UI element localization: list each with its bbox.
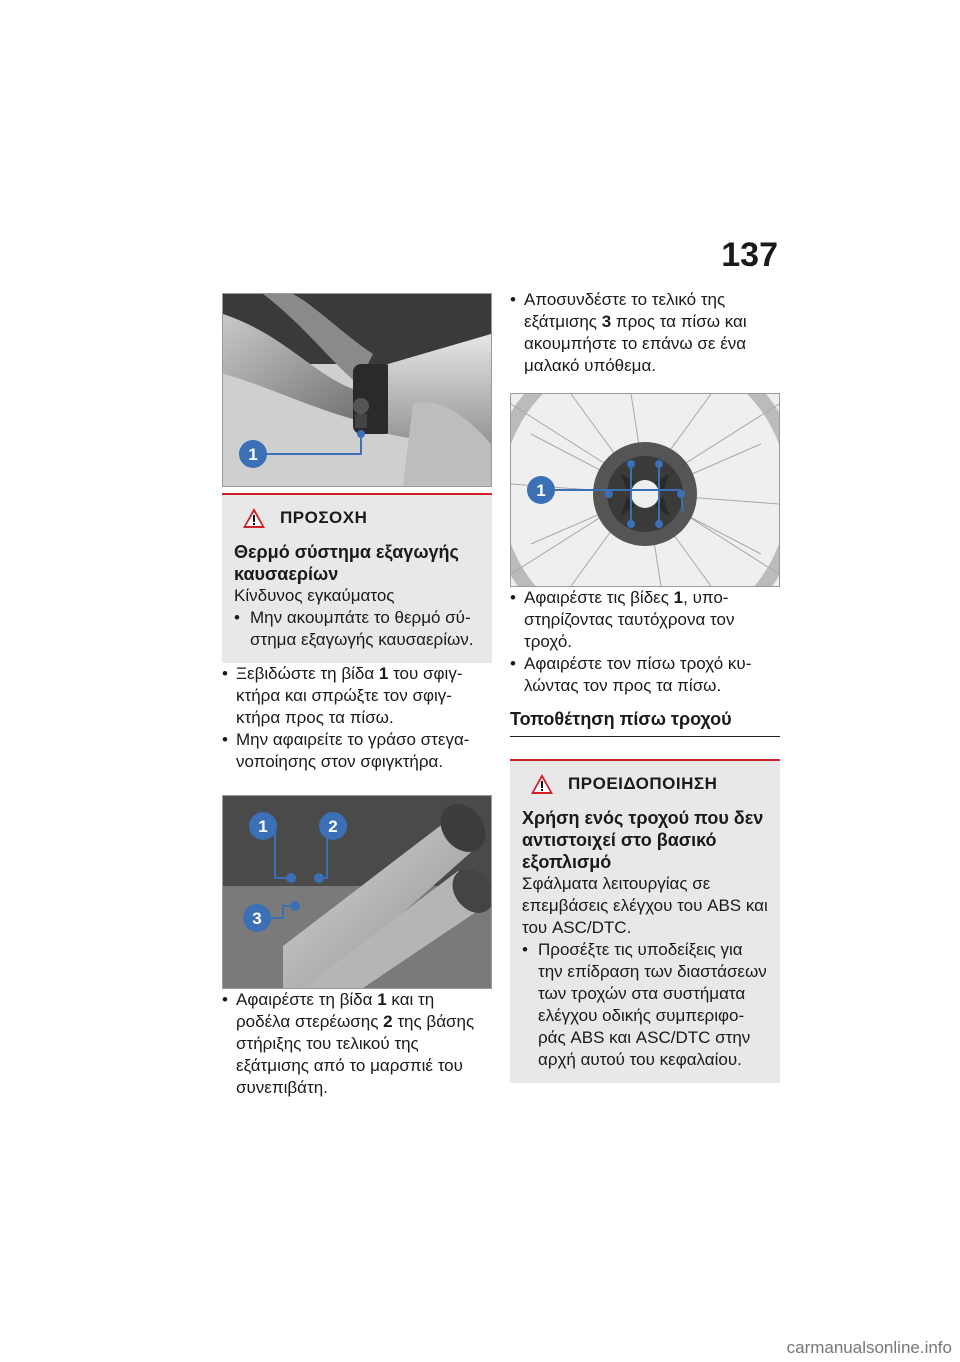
step-item: • Ξεβιδώστε τη βίδα 1 του σφιγ-κτήρα και σπρώξτε τον σφιγ-κτήρα προς τα πίσω. bbox=[222, 663, 492, 729]
steps-list-bracket bbox=[222, 989, 492, 1099]
callout-label-1: 1 bbox=[258, 817, 268, 836]
exhaust-clamp-photo bbox=[222, 293, 492, 487]
exhaust-clamp-illustration bbox=[223, 294, 491, 486]
warning-subtitle: Χρήση ενός τροχού που δεν αντιστοιχεί στο βασικό εξοπλισμό bbox=[522, 808, 764, 872]
warning-box-caution bbox=[222, 493, 492, 663]
warning-triangle-icon bbox=[530, 773, 554, 795]
warning-subtitle: Θερμό σύστημα εξαγωγής καυσαερίων bbox=[234, 542, 459, 584]
step-item: • Αφαιρέστε τις βίδες 1, υπο-στηρίζοντας ταυτόχρονα τον τροχό. bbox=[510, 587, 780, 653]
left-column bbox=[222, 293, 492, 1099]
section-title: Τοποθέτηση πίσω τροχού bbox=[510, 709, 780, 737]
exhaust-muffler-illustration bbox=[223, 796, 491, 988]
rear-wheel-photo bbox=[510, 393, 780, 587]
rear-wheel-illustration bbox=[511, 394, 779, 586]
warning-bullet: • Προσέξτε τις υποδείξεις για την επίδραση των διαστάσεων των τροχών στα συστήματα ελέγχου οδικής συμπεριφο-ράς ABS και ASC/DTC στην αρχή αυτού του κεφαλαίου. bbox=[522, 939, 768, 1071]
page-number: 137 bbox=[721, 236, 778, 274]
callout-label-2: 2 bbox=[328, 817, 338, 836]
warning-bullet: • Μην ακουμπάτε το θερμό σύ-στημα εξαγωγής καυσαερίων. bbox=[234, 607, 480, 651]
warning-text: Κίνδυνος εγκαύματος bbox=[234, 586, 395, 605]
steps-list-wheel bbox=[510, 587, 780, 697]
warning-title: ΠΡΟΣΟΧΗ bbox=[280, 508, 368, 527]
steps-list-clamp bbox=[222, 663, 492, 773]
warning-title: ΠΡΟΕΙΔΟΠΟΙΗΣΗ bbox=[568, 774, 718, 793]
steps-list-disconnect bbox=[510, 289, 780, 377]
warning-box-notice bbox=[510, 759, 780, 1083]
callout-label-3: 3 bbox=[252, 909, 262, 928]
step-item: • Μην αφαιρείτε το γράσο στεγα-νοποίησης στον σφιγκτήρα. bbox=[222, 729, 492, 773]
exhaust-muffler-photo bbox=[222, 795, 492, 989]
step-item: • Αφαιρέστε τον πίσω τροχό κυ-λώντας τον προς τα πίσω. bbox=[510, 653, 780, 697]
warning-triangle-icon bbox=[242, 507, 266, 529]
callout-label-1: 1 bbox=[248, 445, 258, 464]
warning-text: Σφάλματα λειτουργίας σε επεμβάσεις ελέγχου του ABS και του ASC/DTC. bbox=[522, 874, 768, 937]
step-item: • Αφαιρέστε τη βίδα 1 και τη ροδέλα στερέωσης 2 της βάσης στήριξης του τελικού της εξάτμισης από το μαρσπιέ του συνεπιβάτη. bbox=[222, 989, 492, 1099]
footer-watermark: carmanualsonline.info bbox=[786, 1338, 952, 1357]
step-item: • Αποσυνδέστε το τελικό της εξάτμισης 3 προς τα πίσω και ακουμπήστε το επάνω σε ένα μαλακό υπόθεμα. bbox=[510, 289, 780, 377]
right-column bbox=[510, 290, 780, 1083]
callout-label-1: 1 bbox=[536, 481, 546, 500]
